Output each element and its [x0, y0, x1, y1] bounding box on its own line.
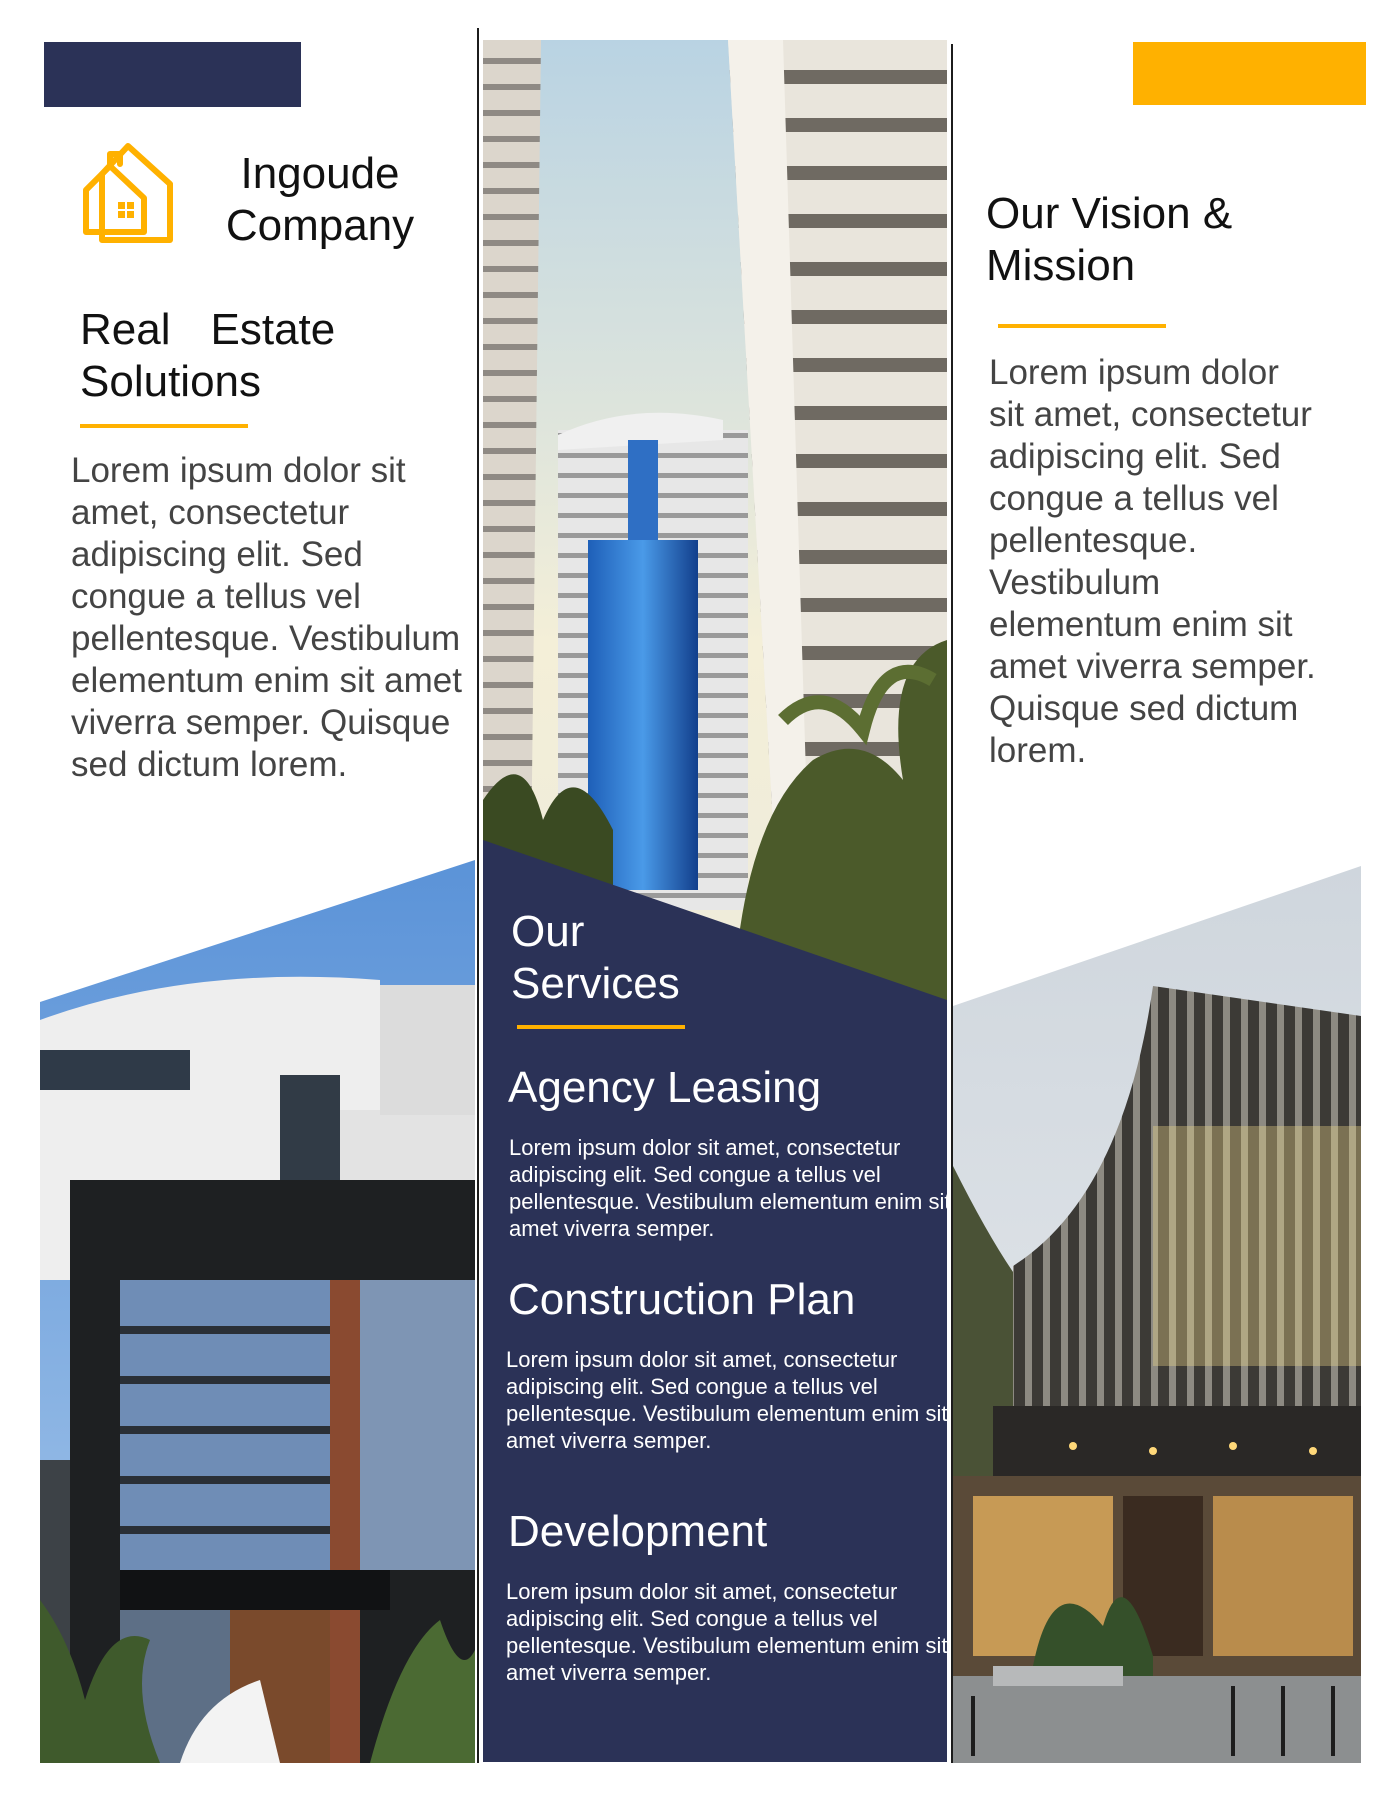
panel-divider-left	[477, 28, 479, 1763]
gold-divider-middle	[517, 1025, 685, 1029]
service-heading-development: Development	[508, 1507, 768, 1556]
service-heading-construction-plan: Construction Plan	[508, 1275, 856, 1324]
service-text-development: Lorem ipsum dolor sit amet, consectetur adipiscing elit. Sed congue a tellus vel pellentesque. Vestibulum elementum enim sit amet viverra semper.	[506, 1579, 948, 1685]
navy-accent-bar	[44, 42, 301, 107]
modern-restaurant-building-photo	[953, 866, 1361, 1763]
company-name	[205, 148, 435, 252]
vision-title-line2: Mission	[986, 241, 1136, 290]
services-title-line2: Services	[511, 959, 680, 1008]
intro-paragraph: Lorem ipsum dolor sit amet, consectetur adipiscing elit. Sed congue a tellus vel pellentesque. Vestibulum elementum enim sit amet viverra semper. Quisque sed dictum lorem.	[71, 451, 462, 784]
company-name-line1: Ingoude	[240, 149, 400, 198]
gold-accent-bar	[1133, 42, 1366, 105]
services-title-line1: Our	[511, 907, 585, 956]
gold-divider-left	[80, 424, 248, 428]
service-text-agency-leasing: Lorem ipsum dolor sit amet, consectetur adipiscing elit. Sed congue a tellus vel pellentesque. Vestibulum elementum enim sit amet viverra semper.	[509, 1135, 951, 1241]
tagline-word-real: Real	[80, 305, 171, 354]
tagline-word-solutions: Solutions	[80, 357, 262, 406]
modern-house-photo	[40, 860, 475, 1763]
tagline-heading	[80, 304, 410, 408]
vision-paragraph: Lorem ipsum dolor sit amet, consectetur adipiscing elit. Sed congue a tellus vel pellentesque. Vestibulum elementum enim sit amet viverra semper. Quisque sed dictum lorem.	[989, 353, 1316, 770]
vision-mission-title	[986, 188, 1316, 292]
highrise-buildings-photo	[483, 40, 947, 1762]
gold-divider-right	[998, 324, 1166, 328]
tagline-word-estate: Estate	[210, 305, 336, 354]
service-text-construction-plan: Lorem ipsum dolor sit amet, consectetur adipiscing elit. Sed congue a tellus vel pellentesque. Vestibulum elementum enim sit amet viverra semper.	[506, 1347, 948, 1453]
company-name-line2: Company	[225, 201, 415, 250]
vision-title-line1: Our Vision &	[986, 189, 1233, 238]
services-title	[511, 906, 891, 1010]
house-logo-icon	[80, 140, 178, 248]
service-heading-agency-leasing: Agency Leasing	[508, 1063, 822, 1112]
